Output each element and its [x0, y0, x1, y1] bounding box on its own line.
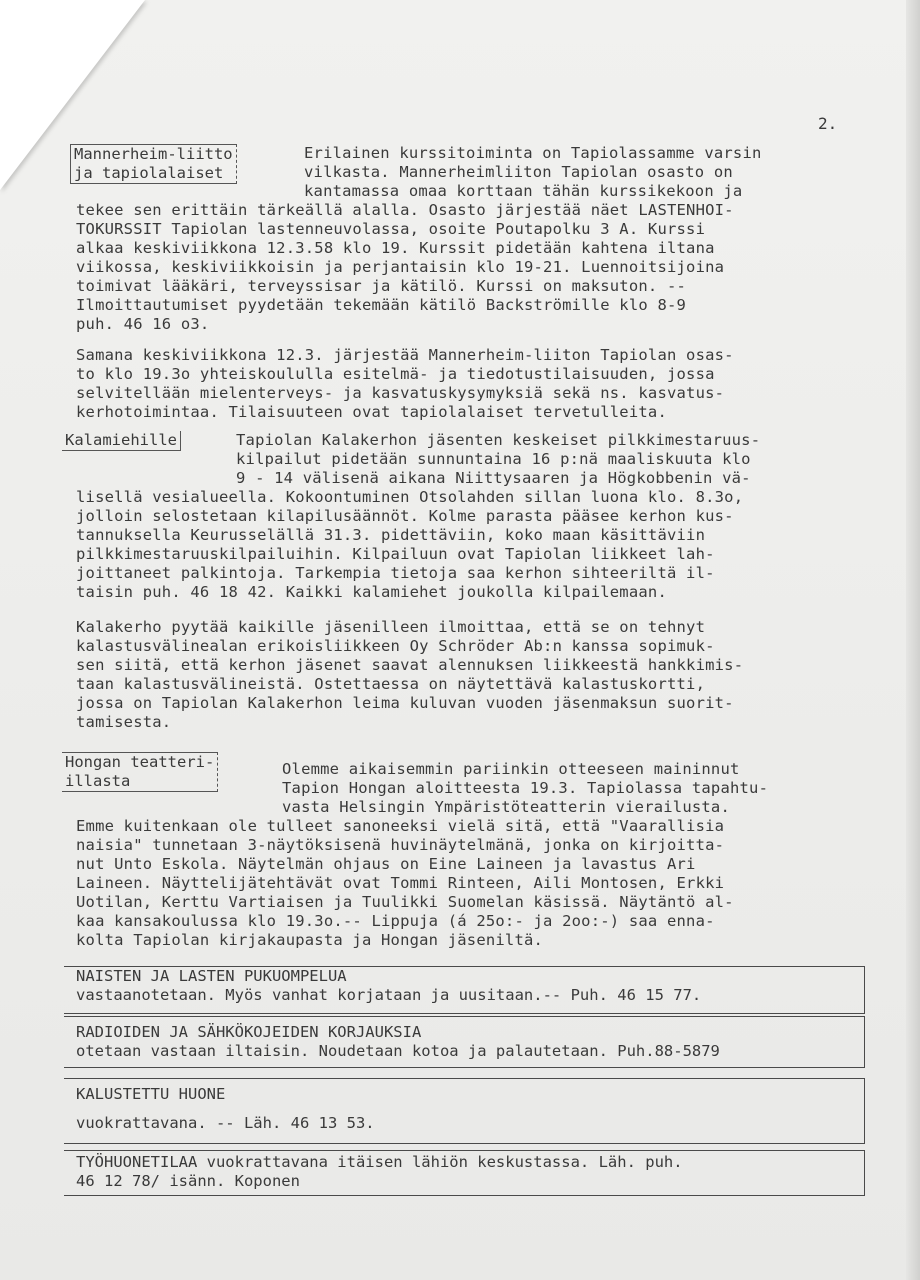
section-label-line: illasta — [65, 772, 131, 790]
text-line: Laineen. Näyttelijätehtävät ovat Tommi Rinteen, Aili Montosen, Erkki — [76, 874, 725, 892]
text-line: lisellä vesialueella. Kokoontuminen Otsolahden sillan luona klo. 8.3o, — [76, 488, 744, 506]
section-label-mannerheim — [70, 144, 237, 184]
text-line: selvitellään mielenterveys- ja kasvatuskysymyksiä sekä ns. kasvatus- — [76, 384, 725, 402]
ad-heading: NAISTEN JA LASTEN PUKUOMPELUA — [76, 967, 347, 985]
text-line: joittaneet palkintoja. Tarkempia tietoja saa kerhon sihteeriltä il- — [76, 564, 715, 582]
ad-heading: RADIOIDEN JA SÄHKÖKOJEIDEN KORJAUKSIA — [76, 1023, 422, 1041]
text-line: sen siitä, että kerhon jäsenet saavat alennuksen liikkeestä hankkimis- — [76, 656, 744, 674]
text-line: 9 - 14 välisenä aikana Niittysaaren ja Högkobbenin vä- — [236, 469, 751, 487]
text-line: jossa on Tapiolan Kalakerhon leima kuluvan vuoden jäsenmaksun suorit- — [76, 694, 734, 712]
classified-ad — [64, 1078, 865, 1144]
text-line: pilkkimestaruuskilpailuihin. Kilpailuun ovat Tapiolan liikkeet lah- — [76, 545, 715, 563]
text-line: Uotilan, Kerttu Vartiaisen ja Tuulikki Suomelan käsissä. Näytäntö al- — [76, 893, 734, 911]
text-line: taisin puh. 46 18 42. Kaikki kalamiehet joukolla kilpailemaan. — [76, 583, 667, 601]
page-number: 2. — [818, 114, 838, 133]
text-line: kilpailut pidetään sunnuntaina 16 p:nä maaliskuuta klo — [236, 450, 751, 468]
section-label-hongan — [62, 752, 218, 792]
text-line: Emme kuitenkaan ole tulleet sanoneeksi vielä sitä, että "Vaarallisia — [76, 817, 725, 835]
text-line: kerhotoimintaa. Tilaisuuteen ovat tapiolalaiset tervetulleita. — [76, 403, 667, 421]
text-line: kaa kansakoulussa klo 19.3o.-- Lippuja (á 25o:- ja 2oo:-) saa enna- — [76, 912, 715, 930]
ad-heading: TYÖHUONETILAA vuokrattavana itäisen lähiön keskustassa. Läh. puh. — [76, 1153, 683, 1171]
page-edge — [906, 0, 920, 1280]
section-label-line: Hongan teatteri- — [65, 753, 215, 771]
text-line: to klo 19.3o yhteiskoululla esitelmä- ja tiedotustilaisuuden, jossa — [76, 365, 715, 383]
text-line: Samana keskiviikkona 12.3. järjestää Mannerheim-liiton Tapiolan osas- — [76, 346, 734, 364]
text-line: naisia" tunnetaan 3-näytöksisenä huvinäytelmänä, jonka on kirjoitta- — [76, 836, 725, 854]
text-line: nut Unto Eskola. Näytelmän ohjaus on Eine Laineen ja lavastus Ari — [76, 855, 696, 873]
text-line: alkaa keskiviikkona 12.3.58 klo 19. Kurssit pidetään kahtena iltana — [76, 239, 715, 257]
text-line: tekee sen erittäin tärkeällä alalla. Osasto järjestää näet LASTENHOI- — [76, 201, 734, 219]
classified-ad — [64, 1016, 865, 1068]
ad-text: otetaan vastaan iltaisin. Noudetaan kotoa ja palautetaan. Puh.88-5879 — [76, 1042, 720, 1060]
text-line: toimivat lääkäri, terveyssisar ja kätilö. Kurssi on maksuton. -- — [76, 277, 687, 295]
ad-text: vuokrattavana. -- Läh. 46 13 53. — [76, 1114, 375, 1132]
text-line: Tapiolan Kalakerhon jäsenten keskeiset pilkkimestaruus- — [236, 431, 761, 449]
text-line: vilkasta. Mannerheimliiton Tapiolan osasto on — [304, 163, 733, 181]
section-label-line: ja tapiolalaiset — [74, 164, 224, 182]
text-line: kalastusvälinealan erikoisliikkeen Oy Schröder Ab:n kanssa sopimuk- — [76, 637, 715, 655]
text-line: tannuksella Keurusselällä 31.3. pidettäviin, koko maan käsittäviin — [76, 526, 706, 544]
classified-ad — [64, 1150, 865, 1196]
text-line: jolloin selostetaan kilapilusäännöt. Kolme parasta pääsee kerhon kus- — [76, 507, 734, 525]
section-label-kalamiehille — [62, 431, 181, 451]
text-line: kantamassa omaa korttaan tähän kurssikekoon ja — [304, 182, 743, 200]
text-line: tamisesta. — [76, 713, 172, 731]
section-label-line: Mannerheim-liitto — [74, 145, 233, 163]
text-line: taan kalastusvälineistä. Ostettaessa on näytettävä kalastuskortti, — [76, 675, 706, 693]
section-label-line: Kalamiehille — [65, 431, 177, 449]
text-line: Ilmoittautumiset pyydetään tekemään kätilö Backströmille klo 8-9 — [76, 296, 687, 314]
text-line: vasta Helsingin Ympäristöteatterin vierailusta. — [282, 798, 730, 816]
text-line: Tapion Hongan aloitteesta 19.3. Tapiolassa tapahtu- — [282, 779, 769, 797]
ad-text: 46 12 78/ isänn. Koponen — [76, 1172, 300, 1190]
text-line: kolta Tapiolan kirjakaupasta ja Hongan jäseniltä. — [76, 931, 544, 949]
text-line: Erilainen kurssitoiminta on Tapiolassamme varsin — [304, 144, 762, 162]
text-line: puh. 46 16 o3. — [76, 315, 210, 333]
text-line: Olemme aikaisemmin pariinkin otteeseen maininnut — [282, 760, 740, 778]
ad-heading: KALUSTETTU HUONE — [76, 1085, 226, 1103]
text-line: Kalakerho pyytää kaikille jäsenilleen ilmoittaa, että se on tehnyt — [76, 618, 706, 636]
text-line: viikossa, keskiviikkoisin ja perjantaisin klo 19-21. Luennoitsijoina — [76, 258, 725, 276]
ad-text: vastaanotetaan. Myös vanhat korjataan ja uusitaan.-- Puh. 46 15 77. — [76, 986, 702, 1004]
text-line: TOKURSSIT Tapiolan lastenneuvolassa, osoite Poutapolku 3 A. Kurssi — [76, 220, 706, 238]
classified-ad — [64, 966, 865, 1014]
